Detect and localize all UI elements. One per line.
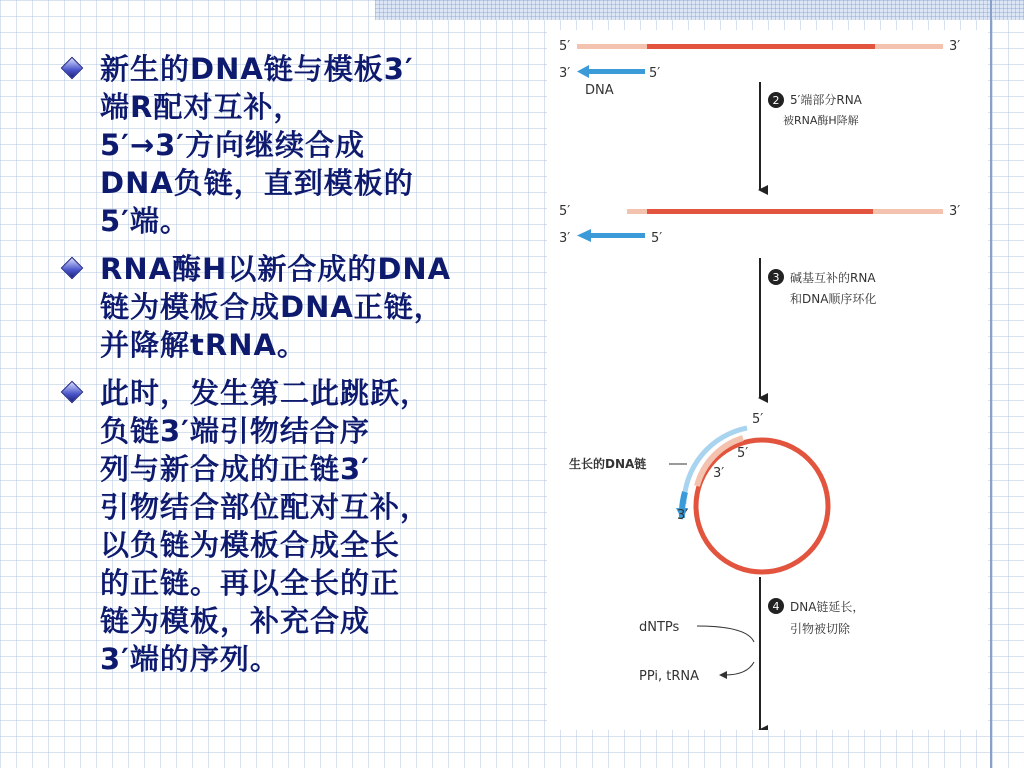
label-5prime: 5′ [737,446,749,461]
reverse-transcription-diagram [547,30,988,730]
rna-red-segment [647,44,875,49]
rna-pink-segment [577,44,647,49]
label-5prime: 5′ [649,66,661,81]
bullet-list [62,50,542,688]
dna-label: DNA [585,83,614,98]
rna-pink-segment [627,209,647,214]
dna-strand [587,69,645,74]
label-3prime: 3′ [559,66,571,81]
ppi-curve [725,662,754,675]
bullet-item-3 [62,374,542,678]
growing-dna-label: 生长的DNA链 [569,457,647,471]
step-3-number: 3 [772,271,780,284]
bullet-item-2 [62,250,542,364]
ppi-label: PPi, tRNA [639,669,700,684]
bullet-text: 新生的DNA链与模板3′ 端R配对互补， 5′→3′方向继续合成 DNA负链，直到模板的 5′端。 [100,52,414,238]
label-3prime: 3′ [559,231,571,246]
dna-strand [589,233,645,238]
step-2-number: 2 [772,94,780,107]
dna-arrowhead-icon [577,229,591,242]
diamond-bullet-icon [61,381,84,404]
dna-arrowhead-icon [577,65,589,78]
step-4-line2: 引物被切除 [790,622,851,636]
bullet-text: RNA酶H以新合成的DNA 链为模板合成DNA正链， 并降解tRNA。 [100,252,452,362]
label-3prime: 3′ [713,466,725,481]
right-decorative-rail [990,0,1024,768]
diagram-svg [547,30,988,730]
label-3prime: 3′ [949,39,961,54]
label-5prime: 5′ [752,412,764,427]
circularized-rna [696,440,828,572]
small-arrowhead-icon [719,671,727,679]
bullet-item-1 [62,50,542,240]
rna-red-segment [647,209,873,214]
diamond-bullet-icon [61,257,84,280]
dntps-label: dNTPs [639,620,680,635]
step-2-line2: 被RNA酶H降解 [783,114,859,127]
rna-pink-segment [875,44,943,49]
step-4-number: 4 [772,600,780,613]
label-5prime: 5′ [651,231,663,246]
rna-pink-segment [873,209,943,214]
step-3-line2: 和DNA顺序环化 [790,292,877,306]
diamond-bullet-icon [61,57,84,80]
label-5prime: 5′ [559,204,571,219]
step-4-line1: DNA链延长， [790,600,865,614]
label-3prime: 3′ [677,508,689,523]
dntps-curve [697,626,754,642]
step-2-line1: 5′端部分RNA [790,93,862,107]
bullet-text: 此时，发生第二此跳跃， 负链3′端引物结合序 列与新合成的正链3′ 引物结合部位配对互补， 以负链为模板合成全长 的正链。再以全长的正 链为模板，补充合成 3′端的序列。 [100,376,431,676]
label-3prime: 3′ [949,204,961,219]
step-3-line1: 碱基互补的RNA [790,271,876,285]
label-5prime: 5′ [559,39,571,54]
top-decorative-band [375,0,1024,20]
